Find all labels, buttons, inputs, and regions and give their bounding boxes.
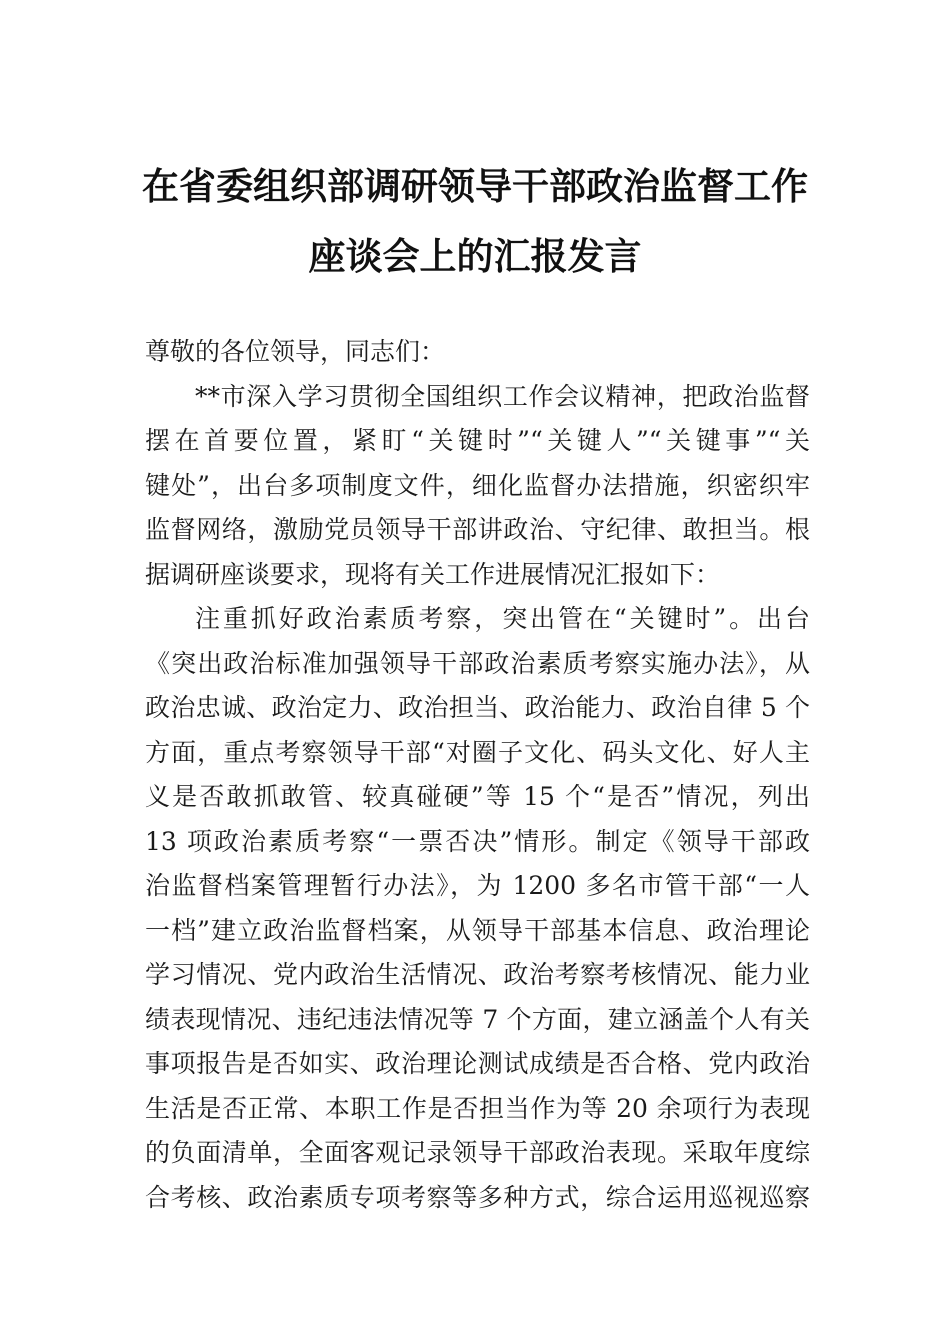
document-body (145, 330, 810, 1220)
paragraph-line: 合考核、政治素质专项考察等多种方式，综合运用巡视巡察 (145, 1182, 810, 1212)
paragraph-line: 政治忠诚、政治定力、政治担当、政治能力、政治自律 5 个 (145, 693, 810, 722)
paragraph-line: 一档”建立政治监督档案，从领导干部基本信息、政治理论 (145, 915, 810, 945)
paragraph-line: 键处”，出台多项制度文件，细化监督办法措施，织密织牢 (145, 470, 810, 500)
paragraph-line: 注重抓好政治素质考察，突出管在“关键时”。出台 (195, 604, 810, 633)
paragraph-line: 摆在首要位置，紧盯“关键时”“关键人”“关键事”“关 (145, 426, 810, 455)
paragraph-1 (145, 375, 810, 598)
paragraph-line: 监督网络，激励党员领导干部讲政治、守纪律、敢担当。根 (145, 515, 810, 544)
paragraph-line: 的负面清单，全面客观记录领导干部政治表现。采取年度综 (145, 1138, 810, 1167)
paragraph-line: 绩表现情况、违纪违法情况等 7 个方面，建立涵盖个人有关 (145, 1004, 810, 1034)
document-title-line-1: 在省委组织部调研领导干部政治监督工作 (142, 164, 808, 208)
paragraph-line: 13 项政治素质考察“一票否决”情形。制定《领导干部政 (145, 826, 810, 856)
paragraph-2 (145, 597, 810, 1220)
document-title-line-2: 座谈会上的汇报发言 (308, 234, 642, 278)
paragraph-line: 义是否敢抓敢管、较真碰硬”等 15 个“是否”情况，列出 (145, 782, 810, 811)
paragraph-line: 《突出政治标准加强领导干部政治素质考察实施办法》，从 (145, 648, 810, 678)
paragraph-line: 事项报告是否如实、政治理论测试成绩是否合格、党内政治 (145, 1049, 810, 1078)
salutation: 尊敬的各位领导，同志们： (145, 337, 446, 366)
paragraph-line: 据调研座谈要求，现将有关工作进展情况汇报如下： (145, 559, 721, 589)
paragraph-line: 方面，重点考察领导干部“对圈子文化、码头文化、好人主 (145, 737, 810, 767)
paragraph-line: 治监督档案管理暂行办法》，为 1200 多名市管干部“一人 (145, 871, 810, 900)
paragraph-line: 学习情况、党内政治生活情况、政治考察考核情况、能力业 (145, 960, 810, 989)
paragraph-line: 生活是否正常、本职工作是否担当作为等 20 余项行为表现 (145, 1093, 810, 1123)
paragraph-line: **市深入学习贯彻全国组织工作会议精神，把政治监督 (195, 381, 810, 411)
